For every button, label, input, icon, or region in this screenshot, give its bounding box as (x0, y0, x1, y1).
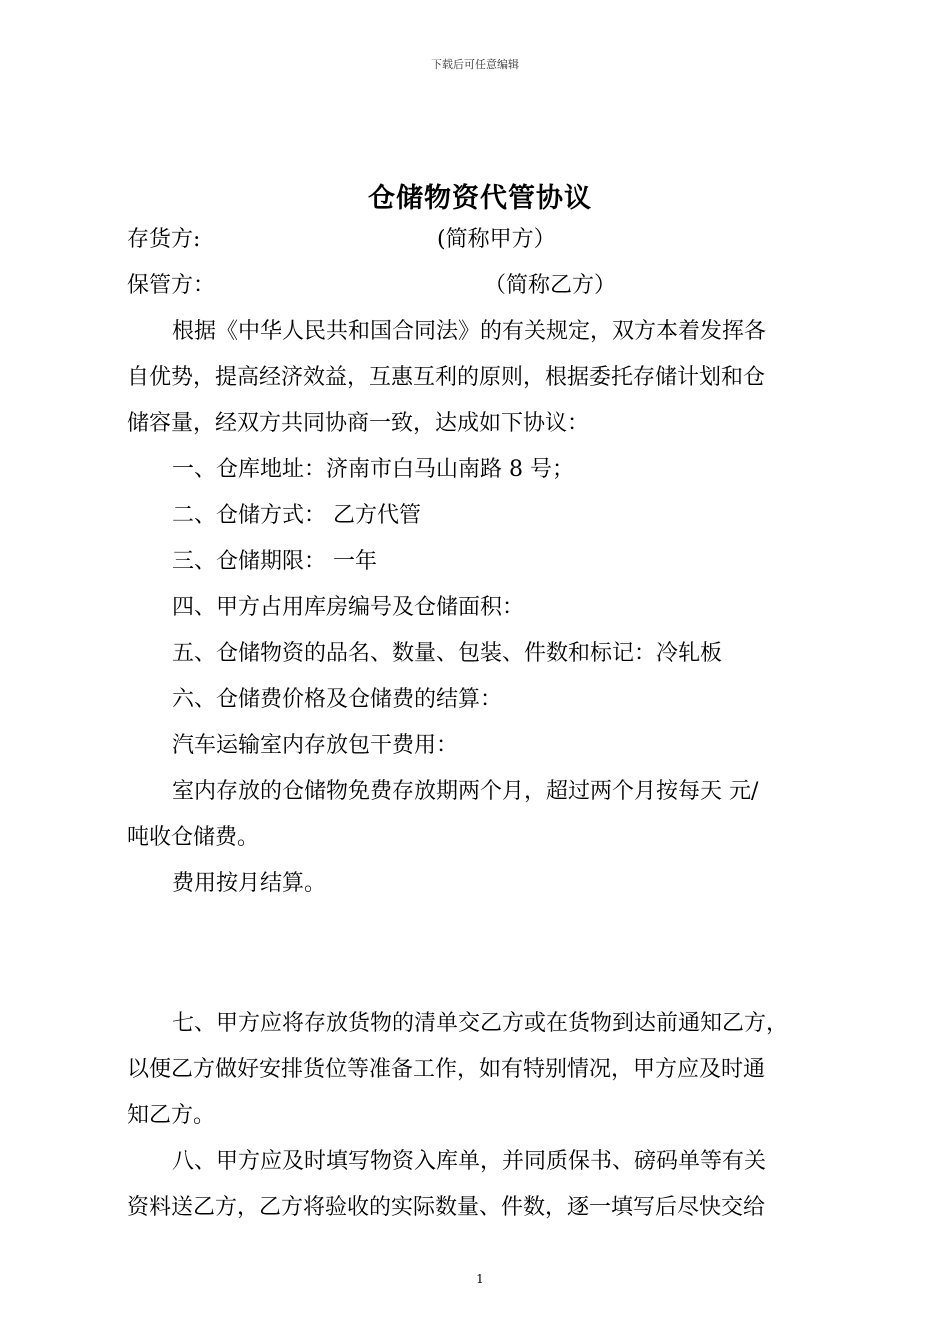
body-line: 汽车运输室内存放包干费用： (172, 733, 459, 758)
body-line: 储容量，经双方共同协商一致，达成如下协议： (127, 411, 590, 436)
clause-1: 一、仓库地址：济南市白马山南路 8 号； (172, 457, 574, 482)
body-line: 费用按月结算。 (172, 871, 327, 896)
body-line: 根据《中华人民共和国合同法》的有关规定，双方本着发挥各 (172, 319, 767, 344)
body-line: 自优势，提高经济效益，互惠互利的原则，根据委托存储计划和仓 (127, 365, 766, 390)
body-line: 知乙方。 (127, 1103, 216, 1128)
clause-3: 三、仓储期限： 一年 (172, 549, 377, 574)
clause-6: 六、仓储费价格及仓储费的结算： (172, 687, 503, 712)
body-line: 资料送乙方，乙方将验收的实际数量、件数，逐一填写后尽快交给 (127, 1195, 766, 1220)
depositor-abbr: (简称甲方） (437, 227, 556, 252)
clause-8: 八、甲方应及时填写物资入库单，并同质保书、磅码单等有关 (172, 1149, 767, 1174)
page-header: 下载后可任意编辑 (431, 58, 519, 71)
document-title: 仓储物资代管协议 (368, 183, 592, 214)
keeper-abbr: （简称乙方） (484, 273, 617, 298)
clause-4: 四、甲方占用库房编号及仓储面积： (172, 595, 525, 620)
clause-5: 五、仓储物资的品名、数量、包装、件数和标记：冷轧板 (172, 641, 723, 666)
keeper-label: 保管方： (127, 273, 216, 298)
page-number: 1 (476, 1272, 484, 1286)
body-line: 室内存放的仓储物免费存放期两个月，超过两个月按每天 元/ (172, 779, 759, 804)
body-line: 吨收仓储费。 (127, 825, 260, 850)
clause-7: 七、甲方应将存放货物的清单交乙方或在货物到达前通知乙方， (172, 1011, 789, 1036)
body-line: 以便乙方做好安排货位等准备工作，如有特别情况，甲方应及时通 (127, 1057, 766, 1082)
depositor-label: 存货方: (127, 227, 201, 252)
clause-2: 二、仓储方式： 乙方代管 (172, 503, 421, 528)
